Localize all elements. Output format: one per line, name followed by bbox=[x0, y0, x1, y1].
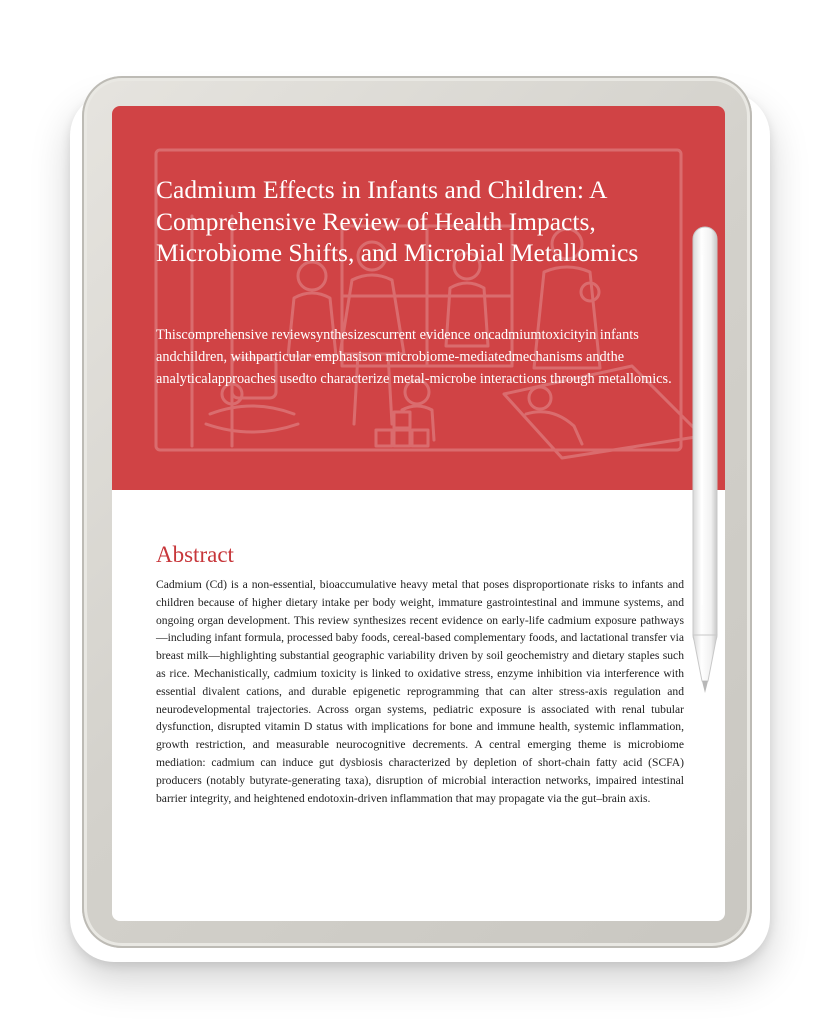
document-title: Cadmium Effects in Infants and Children: A Comprehensive Review of Health Impacts, Microbiome Shifts, and Microbial Metallomics bbox=[156, 175, 639, 267]
stylus-pencil-icon bbox=[690, 225, 720, 695]
hero-banner bbox=[112, 106, 725, 490]
abstract-body: Cadmium (Cd) is a non-essential, bioaccumulative heavy metal that poses disproportionate risks to infants and children because of higher dietary intake per body weight, immature gastrointestinal and immune systems, and ongoing organ development. This review synthesizes recent evidence on early-life cadmium exposure pathways—including infant formula, processed baby foods, cereal-based complementary foods, and lactational transfer via breast milk—highlighting substantial geographic variability driven by soil geochemistry and dietary staples such as rice. Mechanistically, cadmium toxicity is linked to oxidative stress, enzyme inhibition via interference with essential divalent cations, and durable epigenetic reprogramming that can alter stress-axis regulation and neurodevelopmental trajectories. Across organ systems, pediatric exposure is associated with renal tubular dysfunction, disrupted vitamin D status with implications for bone and immune health, systemic inflammation, growth restriction, and measurable neurocognitive decrements. A central emerging theme is microbiome mediation: cadmium can induce gut dysbiosis characterized by depletion of short-chain fatty acid (SCFA) producers (notably butyrate-generating taxa), disruption of microbial interaction networks, impaired intestinal barrier integrity, and heightened endotoxin-driven inflammation that may propagate via the gut–brain axis. bbox=[156, 578, 684, 805]
family-line-art-illustration bbox=[112, 106, 725, 490]
document-summary: Thiscomprehensive reviewsynthesizescurrent evidence oncadmiumtoxicityin infants andchildren, withparticular emphasison microbiome-mediatedmechanisms andthe analyticalapproaches usedto characterize metal-microbe interactions through metallomics. bbox=[156, 327, 672, 387]
abstract-heading: Abstract bbox=[156, 542, 234, 567]
tablet-screen bbox=[112, 106, 725, 921]
